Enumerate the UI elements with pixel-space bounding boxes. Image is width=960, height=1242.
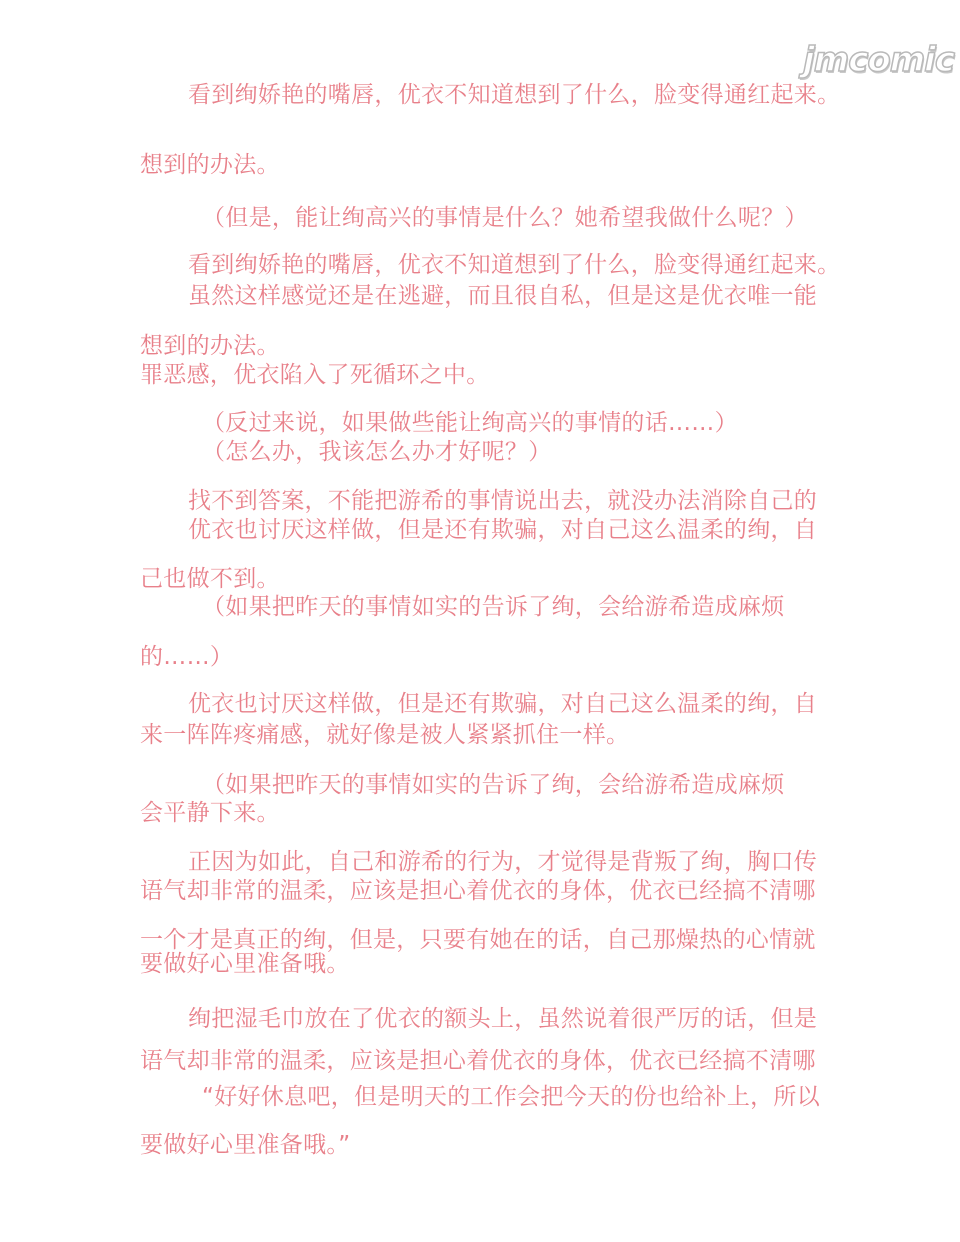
text-line: 绚把湿毛巾放在了优衣的额头上，虽然说着很严厉的话，但是 (188, 1006, 818, 1032)
text-line: 要做好心里准备哦。 (140, 951, 350, 977)
text-line: （怎么办，我该怎么办才好呢？） (202, 439, 552, 465)
text-line: 正因为如此，自己和游希的行为，才觉得是背叛了绚，胸口传 (188, 849, 818, 875)
text-line: 的……） (140, 644, 234, 670)
text-line: 看到绚娇艳的嘴唇，优衣不知道想到了什么，脸变得通红起来。 (188, 82, 841, 108)
text-line: 语气却非常的温柔，应该是担心着优衣的身体，优衣已经搞不清哪 (140, 1048, 816, 1074)
text-line: 罪恶感，优衣陷入了死循环之中。 (140, 362, 490, 388)
text-line: 找不到答案，不能把游希的事情说出去，就没办法消除自己的 (188, 488, 818, 514)
text-line: 想到的办法。 (140, 333, 280, 359)
text-line: 看到绚娇艳的嘴唇，优衣不知道想到了什么，脸变得通红起来。 (188, 252, 841, 278)
text-line: （如果把昨天的事情如实的告诉了绚，会给游希造成麻烦 (202, 594, 785, 620)
text-line: （但是，能让绚高兴的事情是什么？她希望我做什么呢？） (202, 205, 808, 231)
text-line: （如果把昨天的事情如实的告诉了绚，会给游希造成麻烦 (202, 772, 785, 798)
text-line: 语气却非常的温柔，应该是担心着优衣的身体，优衣已经搞不清哪 (140, 878, 816, 904)
text-line: 一个才是真正的绚，但是，只要有她在的话，自己那燥热的心情就 (140, 927, 816, 953)
text-line: 优衣也讨厌这样做，但是还有欺骗，对自己这么温柔的绚，自 (188, 517, 818, 543)
text-line: 会平静下来。 (140, 800, 280, 826)
text-line: 想到的办法。 (140, 152, 280, 178)
text-line: 来一阵阵疼痛感，就好像是被人紧紧抓住一样。 (140, 722, 630, 748)
text-line: 虽然这样感觉还是在逃避，而且很自私，但是这是优衣唯一能 (188, 283, 818, 309)
text-line: 己也做不到。 (140, 566, 280, 592)
text-line: 优衣也讨厌这样做，但是还有欺骗，对自己这么温柔的绚，自 (188, 691, 818, 717)
text-line: “好好休息吧，但是明天的工作会把今天的份也给补上，所以 (202, 1084, 821, 1110)
text-line: （反过来说，如果做些能让绚高兴的事情的话……） (202, 410, 738, 436)
watermark-logo: jmcomic (803, 40, 954, 80)
text-line: 要做好心里准备哦。” (140, 1132, 351, 1158)
